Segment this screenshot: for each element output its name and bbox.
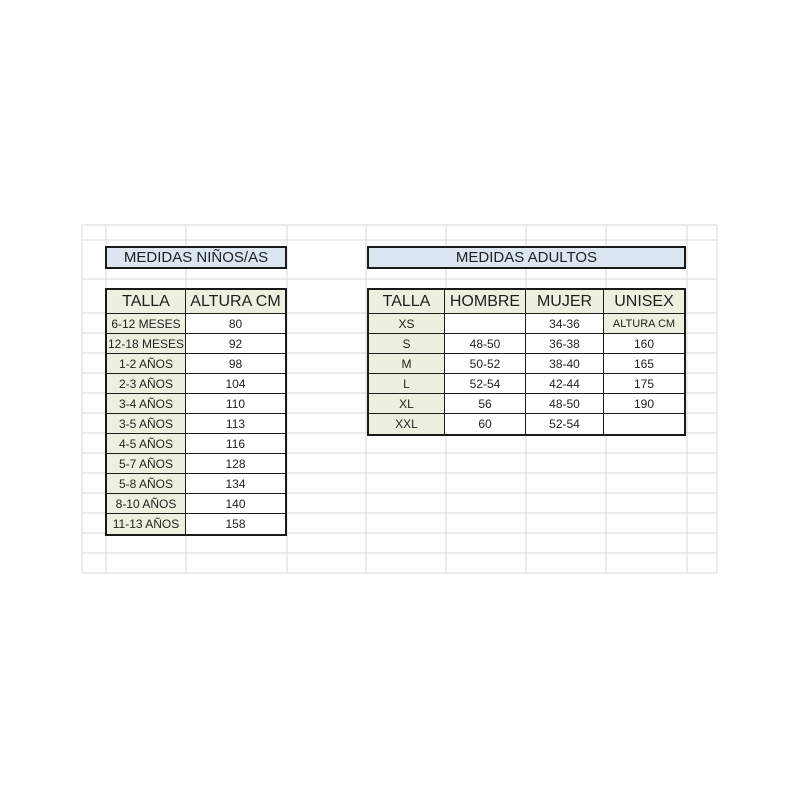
table-cell: 8-10 AÑOS xyxy=(107,494,186,514)
table-cell: 11-13 AÑOS xyxy=(107,514,186,534)
table-cell: 98 xyxy=(186,354,285,374)
table-cell: 5-8 AÑOS xyxy=(107,474,186,494)
table-cell: 5-7 AÑOS xyxy=(107,454,186,474)
table-cell: 80 xyxy=(186,314,285,334)
table-cell: 48-50 xyxy=(445,334,526,354)
table-cell xyxy=(604,414,684,434)
table-cell: 34-36 xyxy=(526,314,604,334)
table-cell: 128 xyxy=(186,454,285,474)
table-cell: 160 xyxy=(604,334,684,354)
table-cell: 3-5 AÑOS xyxy=(107,414,186,434)
adults-table-title: MEDIDAS ADULTOS xyxy=(367,246,686,269)
table-cell: 190 xyxy=(604,394,684,414)
table-cell: 60 xyxy=(445,414,526,434)
children-size-table xyxy=(105,288,287,536)
table-cell: 38-40 xyxy=(526,354,604,374)
table-cell: 52-54 xyxy=(445,374,526,394)
children-table-title: MEDIDAS NIÑOS/AS xyxy=(105,246,287,269)
table-cell: 175 xyxy=(604,374,684,394)
table-cell: 52-54 xyxy=(526,414,604,434)
table-cell: 4-5 AÑOS xyxy=(107,434,186,454)
table-cell: 56 xyxy=(445,394,526,414)
table-cell: 113 xyxy=(186,414,285,434)
table-cell: M xyxy=(369,354,445,374)
table-cell: 48-50 xyxy=(526,394,604,414)
table-cell: 116 xyxy=(186,434,285,454)
table-cell: XL xyxy=(369,394,445,414)
table-cell: 12-18 MESES xyxy=(107,334,186,354)
table-cell: 92 xyxy=(186,334,285,354)
table-cell: 6-12 MESES xyxy=(107,314,186,334)
table-cell: 3-4 AÑOS xyxy=(107,394,186,414)
table-cell: 110 xyxy=(186,394,285,414)
column-header: HOMBRE xyxy=(445,290,526,314)
table-cell: ALTURA CM xyxy=(604,314,684,334)
table-cell: L xyxy=(369,374,445,394)
table-cell: 134 xyxy=(186,474,285,494)
table-cell xyxy=(445,314,526,334)
column-header: UNISEX xyxy=(604,290,684,314)
table-cell: XS xyxy=(369,314,445,334)
column-header: ALTURA CM xyxy=(186,290,285,314)
table-cell: 104 xyxy=(186,374,285,394)
table-cell: 158 xyxy=(186,514,285,534)
adults-size-table xyxy=(367,288,686,436)
table-cell: 42-44 xyxy=(526,374,604,394)
table-cell: XXL xyxy=(369,414,445,434)
column-header: TALLA xyxy=(369,290,445,314)
column-header: MUJER xyxy=(526,290,604,314)
table-cell: S xyxy=(369,334,445,354)
table-cell: 140 xyxy=(186,494,285,514)
table-cell: 36-38 xyxy=(526,334,604,354)
table-cell: 1-2 AÑOS xyxy=(107,354,186,374)
table-cell: 165 xyxy=(604,354,684,374)
column-header: TALLA xyxy=(107,290,186,314)
table-cell: 50-52 xyxy=(445,354,526,374)
table-cell: 2-3 AÑOS xyxy=(107,374,186,394)
